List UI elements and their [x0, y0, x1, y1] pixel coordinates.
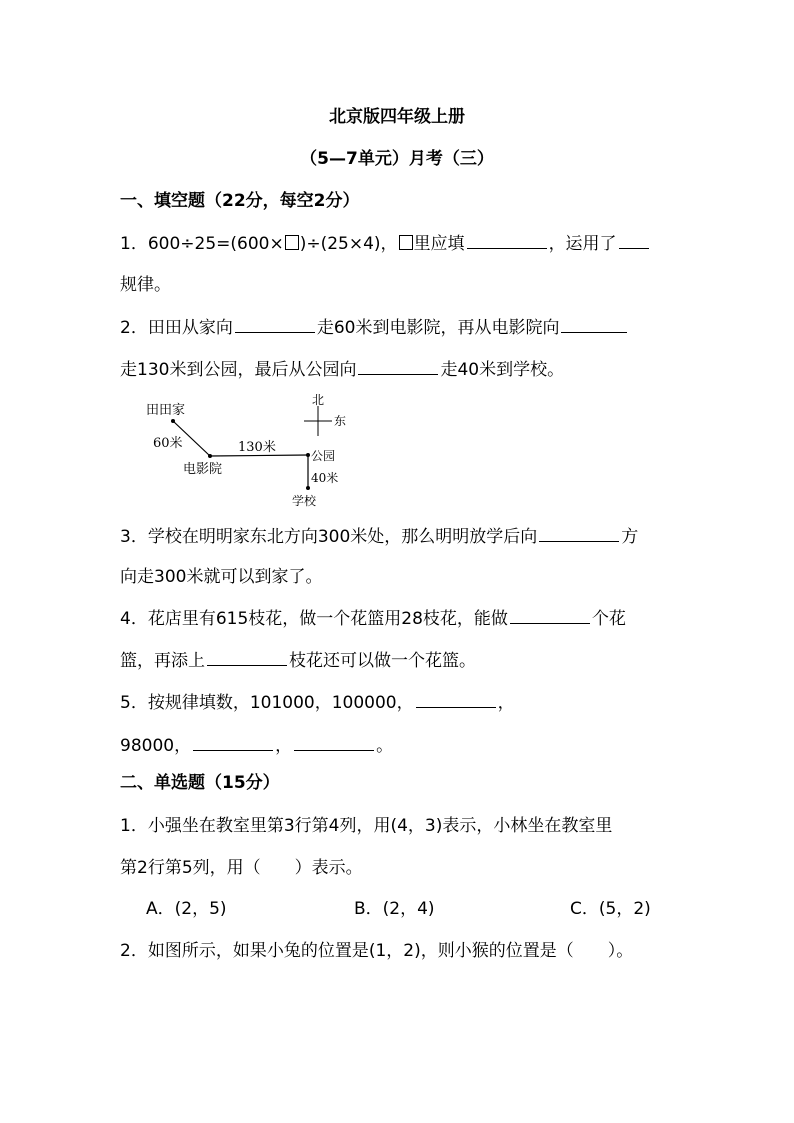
- map-label-school: 学校: [292, 494, 317, 508]
- answer-blank[interactable]: [416, 691, 496, 708]
- document-subtitle: （5—7单元）月考（三）: [300, 149, 494, 169]
- q2-text-c: 走130米到公园，最后从公园向: [120, 360, 357, 380]
- q1-text-d: ，运用了: [548, 234, 617, 254]
- compass-north: 北: [312, 393, 325, 407]
- option-c[interactable]: C．(5，2): [570, 899, 651, 919]
- answer-blank[interactable]: [193, 734, 273, 751]
- question-4-line2: [120, 649, 794, 672]
- section2-heading: 二、单选题（15分）: [120, 773, 280, 793]
- option-a[interactable]: A．(2，5): [146, 899, 227, 919]
- q5-text-c: 98000，: [120, 736, 192, 756]
- map-label-dist3: 40米: [311, 471, 339, 485]
- route-map-diagram: [140, 392, 360, 514]
- question-2-line2: [120, 358, 794, 381]
- q4-text-b: 个花: [591, 609, 626, 629]
- question-5-line2: [120, 734, 794, 757]
- answer-blank[interactable]: [539, 525, 619, 542]
- document-title: 北京版四年级上册: [329, 107, 465, 127]
- answer-blank[interactable]: [294, 734, 374, 751]
- answer-blank[interactable]: [207, 649, 287, 666]
- q5-text-e: 。: [376, 736, 394, 756]
- question-3-line2: 向走300米就可以到家了。: [120, 567, 323, 587]
- q4-text-a: 4．花店里有615枝花，做一个花篮用28枝花，能做: [120, 609, 508, 629]
- q3-text-a: 3．学校在明明家东北方向300米处，那么明明放学后向: [120, 527, 538, 547]
- q2-text-b: 走60米到电影院，再从电影院向: [316, 318, 560, 338]
- answer-blank[interactable]: [619, 232, 649, 249]
- q1-text-a: 1．600÷25=(600×: [120, 234, 284, 254]
- q3-text-b: 方: [621, 527, 639, 547]
- answer-blank[interactable]: [358, 358, 438, 375]
- q2-text-a: 2．田田从家向: [120, 318, 233, 338]
- mc-question-1-line1: 1．小强坐在教室里第3行第4列，用(4，3)表示，小林坐在教室里: [120, 816, 613, 836]
- answer-blank[interactable]: [510, 607, 590, 624]
- route-cinema-park: [210, 455, 308, 456]
- question-1-line1: [120, 232, 794, 255]
- question-3-line1: [120, 525, 794, 548]
- q4-text-c: 篮，再添上: [120, 651, 205, 671]
- compass-east: 东: [334, 414, 347, 428]
- answer-blank[interactable]: [235, 316, 315, 333]
- map-label-dist2: 130米: [238, 440, 276, 455]
- school-point: [306, 486, 310, 490]
- question-1-line2: 规律。: [120, 275, 171, 295]
- q4-text-d: 枝花还可以做一个花篮。: [289, 651, 476, 671]
- map-label-cinema: 电影院: [183, 462, 223, 477]
- map-label-home: 田田家: [146, 403, 186, 418]
- mc-question-1-line2: 第2行第5列，用（ ）表示。: [120, 858, 363, 878]
- q5-text-b: ，: [497, 693, 515, 713]
- q5-text-a: 5．按规律填数，101000，100000，: [120, 693, 414, 713]
- answer-blank[interactable]: [467, 232, 547, 249]
- question-5-line1: [120, 691, 794, 714]
- q2-text-d: 走40米到学校。: [440, 360, 565, 380]
- box-symbol: [285, 235, 299, 250]
- question-2-line1: [120, 316, 794, 339]
- mc-question-2-line1: 2．如图所示，如果小兔的位置是(1，2)，则小猴的位置是（ ）。: [120, 941, 634, 961]
- answer-blank[interactable]: [561, 316, 627, 333]
- q1-text-b: )÷(25×4)，: [299, 234, 398, 254]
- map-label-park: 公园: [311, 449, 336, 463]
- section1-heading: 一、填空题（22分，每空2分）: [120, 191, 360, 211]
- q5-text-d: ，: [275, 736, 293, 756]
- option-b[interactable]: B．(2，4): [354, 899, 435, 919]
- q1-text-c: 里应填: [413, 234, 465, 254]
- box-symbol: [399, 235, 413, 250]
- map-label-dist1: 60米: [153, 436, 183, 451]
- question-4-line1: [120, 607, 794, 630]
